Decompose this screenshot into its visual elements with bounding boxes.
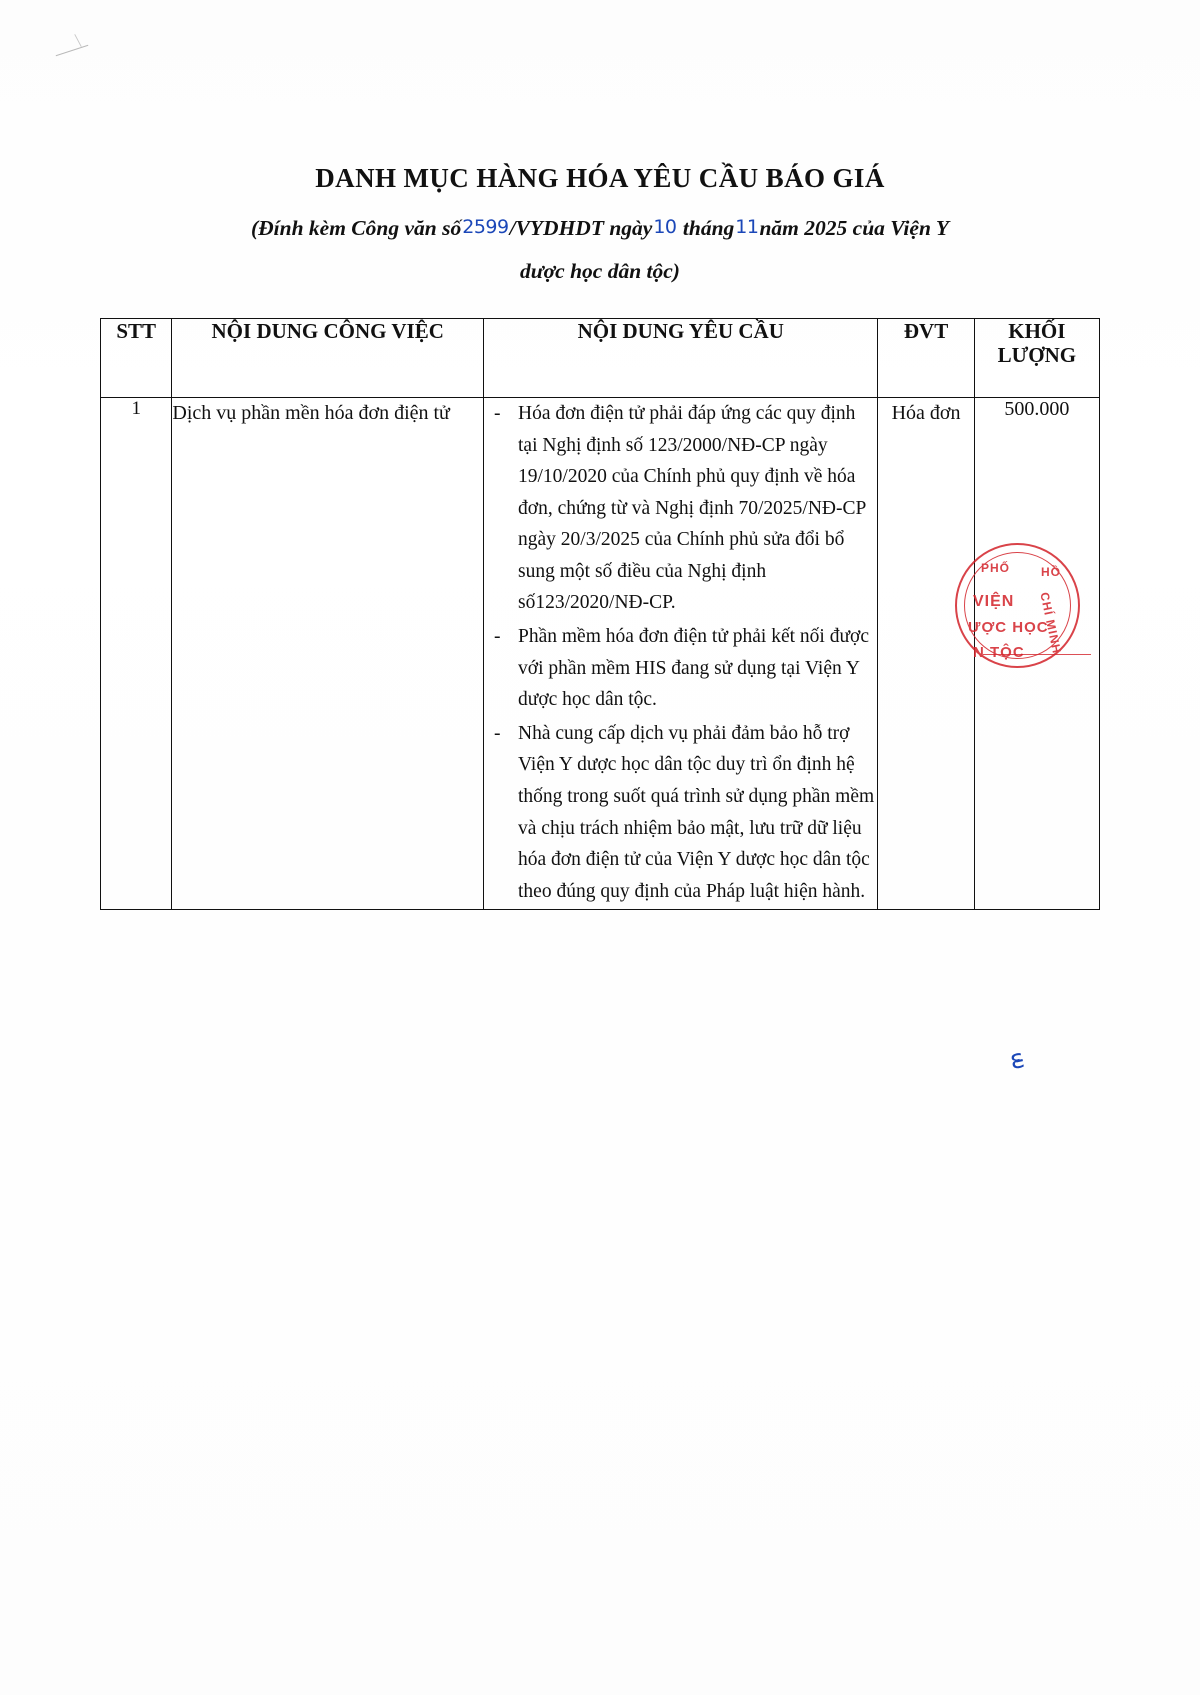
stamp-text-top-right: HỒ bbox=[1041, 565, 1061, 579]
table-header-row bbox=[101, 319, 1100, 398]
cell-yeu-cau bbox=[484, 398, 878, 910]
column-header-dvt: ĐVT bbox=[878, 319, 974, 398]
subtitle-text-3: tháng bbox=[682, 216, 735, 240]
requirement-list bbox=[484, 398, 877, 907]
page-title: DANH MỤC HÀNG HÓA YÊU CẦU BÁO GIÁ bbox=[315, 163, 885, 193]
table-header bbox=[101, 319, 1100, 398]
table-body bbox=[101, 398, 1100, 910]
cell-stt: 1 bbox=[101, 398, 172, 910]
subtitle-text-4: năm 2025 của Viện Y bbox=[759, 216, 950, 240]
handwritten-signature-mark: ɛ̵ bbox=[1007, 1043, 1028, 1077]
stamp-strike-line bbox=[983, 654, 1091, 655]
subtitle-text-1: (Đính kèm Công văn số bbox=[250, 216, 462, 240]
stamp-text-line-2: ƯỢC HỌC bbox=[968, 619, 1049, 636]
column-header-cong-viec: NỘI DUNG CÔNG VIỆC bbox=[172, 319, 484, 398]
subtitle-number-handwritten: 2599 bbox=[462, 216, 509, 238]
cell-cong-viec: Dịch vụ phần mền hóa đơn điện tử bbox=[172, 398, 484, 910]
subtitle-text-2: /VYDHDT ngày bbox=[509, 216, 653, 240]
column-header-khoi-luong bbox=[974, 319, 1099, 398]
requirement-item: - Hóa đơn điện tử phải đáp ứng các quy định tại Nghị định số 123/2000/NĐ-CP ngày 19/10/2020 của Chính phủ quy định về hóa đơn, chứng từ và Nghị định 70/2025/NĐ-CP ngày 20/3/2025 của Chính phủ sửa đổi bổ sung một số điều của Nghị định số123/2020/NĐ-CP. bbox=[484, 398, 877, 619]
goods-requirement-table bbox=[100, 318, 1100, 910]
requirement-item: - Phần mềm hóa đơn điện tử phải kết nối được với phần mềm HIS đang sử dụng tại Viện Y dược học dân tộc. bbox=[484, 621, 877, 716]
stamp-text-line-1: VIỆN bbox=[973, 593, 1015, 610]
subtitle-day-handwritten: 10 bbox=[653, 216, 677, 238]
column-header-khoi-luong-line1: KHỐI bbox=[1008, 319, 1066, 343]
subtitle-month-handwritten: 11 bbox=[735, 216, 759, 238]
cell-dvt: Hóa đơn bbox=[878, 398, 974, 910]
column-header-khoi-luong-line2: LƯỢNG bbox=[997, 343, 1077, 368]
page-corner-fold-icon bbox=[55, 38, 95, 66]
stamp-text-top-left: PHỐ bbox=[981, 561, 1011, 575]
subtitle-line-2: dược học dân tộc) bbox=[520, 259, 680, 283]
khoi-luong-value: 500.000 bbox=[1004, 398, 1070, 420]
table-row bbox=[101, 398, 1100, 910]
cell-khoi-luong bbox=[974, 398, 1099, 910]
stamp-text-arc: CHÍ MINH bbox=[1037, 591, 1065, 656]
column-header-yeu-cau: NỘI DUNG YÊU CẦU bbox=[484, 319, 878, 398]
document-subtitle bbox=[175, 207, 1025, 292]
column-header-stt: STT bbox=[101, 319, 172, 398]
stamp-text-line-3: N TỘC bbox=[973, 644, 1025, 661]
requirement-item: - Nhà cung cấp dịch vụ phải đảm bảo hỗ trợ Viện Y dược học dân tộc duy trì ổn định hệ thống trong suốt quá trình sử dụng phần mềm và chịu trách nhiệm bảo mật, lưu trữ dữ liệu hóa đơn điện tử của Viện Y dược học dân tộc theo đúng quy định của Pháp luật hiện hành. bbox=[484, 718, 877, 907]
